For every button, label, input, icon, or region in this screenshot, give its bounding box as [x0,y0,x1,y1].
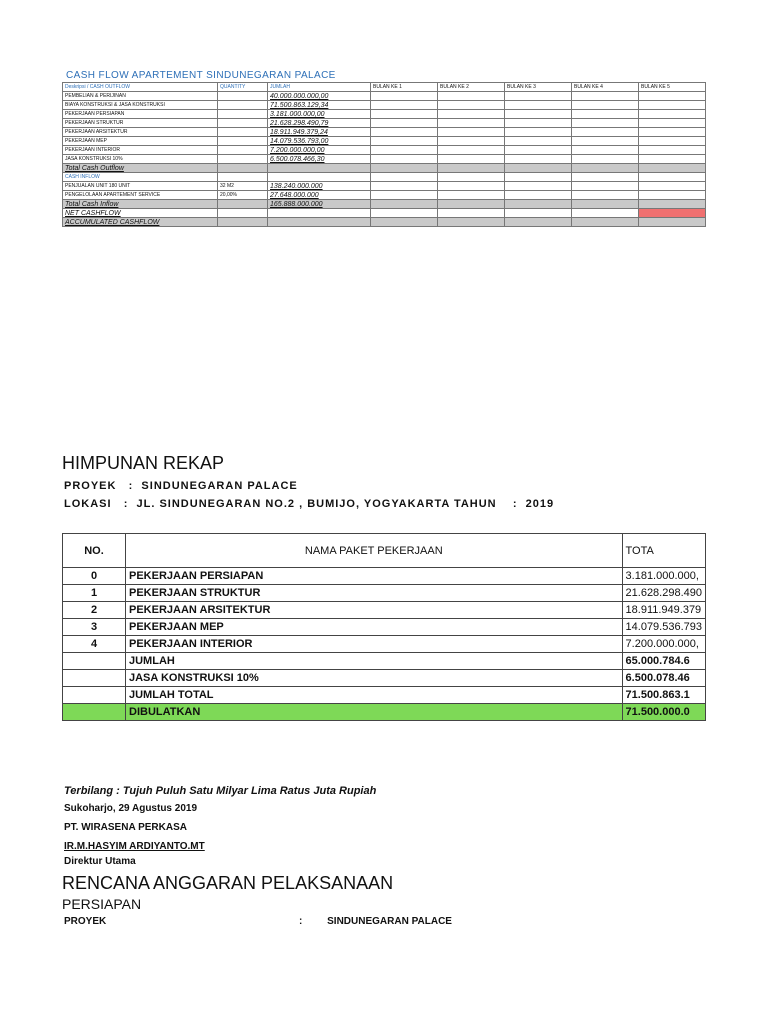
cashoutflow-label: CASH OUTFLOW [89,84,131,90]
rap-subtitle: PERSIAPAN [62,896,142,912]
sum-row-dibulatkan: DIBULATKAN 71.500.000.0 [63,704,706,721]
col-deskripsi: Deskripsi [65,84,86,90]
sum-row: JUMLAH 65.000.784.6 [63,653,706,670]
month-3: BULAN KE 3 [505,83,572,92]
terbilang: Terbilang : Tujuh Puluh Satu Milyar Lima Ratus Juta Rupiah [64,785,377,797]
rekap-lokasi: LOKASI : JL. SINDUNEGARAN NO.2 , BUMIJO, YOGYAKARTA TAHUN : 2019 [64,498,555,510]
inflow-row: PENJUALAN UNIT 180 UNIT 32 M2 138.240.000.000 [63,182,706,191]
rekap-proyek: PROYEK : SINDUNEGARAN PALACE [64,480,298,492]
tempat-tanggal: Sukoharjo, 29 Agustus 2019 [64,803,198,814]
rekap-title: HIMPUNAN REKAP [62,453,225,473]
total-outflow-row: Total Cash Outflow [63,164,706,173]
company: PT. WIRASENA PERKASA [64,822,187,833]
col-total: TOTA [622,534,705,568]
outflow-row: PEMBELIAN & PERIJINAN 40.000.000.000,00 [63,92,706,101]
col-quantity: QUANTITY [218,83,268,92]
signatory-title: Direktur Utama [64,856,136,867]
month-5: BULAN KE 5 [639,83,706,92]
col-no: NO. [63,534,126,568]
rekap-row: 2 PEKERJAAN ARSITEKTUR 18.911.949.379 [63,602,706,619]
signatory-name: IR.M.HASYIM ARDIYANTO.MT [64,841,205,852]
outflow-row: JASA KONSTRUKSI 10% 6.500.078.466,30 [63,155,706,164]
month-1: BULAN KE 1 [371,83,438,92]
total-inflow-row: Total Cash Inflow 165.888.000.000 [63,200,706,209]
outflow-row: PEKERJAAN PERSIAPAN 3.181.000.000,00 [63,110,706,119]
month-4: BULAN KE 4 [572,83,639,92]
outflow-row: PEKERJAAN INTERIOR 7.200.000.000,00 [63,146,706,155]
inflow-row: PENGELOLAAN APARTEMENT SERVICE 20,00% 27.648.000.000 [63,191,706,200]
cashinflow-label: CASH INFLOW [63,173,218,182]
rekap-row: 0 PEKERJAAN PERSIAPAN 3.181.000.000, [63,568,706,585]
month-2: BULAN KE 2 [438,83,505,92]
rekap-table [62,533,706,721]
sum-row: JUMLAH TOTAL 71.500.863.1 [63,687,706,704]
rap-title: RENCANA ANGGARAN PELAKSANAAN [62,873,394,893]
rekap-row: 1 PEKERJAAN STRUKTUR 21.628.298.490 [63,585,706,602]
outflow-row: PEKERJAAN MEP 14.079.536.793,00 [63,137,706,146]
col-nama-paket: NAMA PAKET PEKERJAAN [126,534,623,568]
accumulated-cashflow-row: ACCUMULATED CASHFLOW [63,218,706,227]
cashflow-title: CASH FLOW APARTEMENT SINDUNEGARAN PALACE [66,70,336,81]
sum-row: JASA KONSTRUKSI 10% 6.500.078.46 [63,670,706,687]
outflow-row: PEKERJAAN ARSITEKTUR 18.911.949.379,24 [63,128,706,137]
col-jumlah: JUMLAH [268,83,371,92]
cashflow-table: Deskripsi / CASH OUTFLOW QUANTITY JUMLAH BULAN KE 1 BULAN KE 2 BULAN KE 3 BULAN KE 4 BULAN KE 5 PEMBELIAN & PERIJINAN 40.000.000.000,00 BIAYA KONSTRUKSI & JASA KONSTRUKSI 71.500.863.129,34 PEKERJAAN PERSIAPAN 3.181.000.000,00 PEKERJAAN STRUKTUR 21.628.298.490,79 PEKERJAAN ARSITEKTUR 18.911.949.379,24 PEKERJAAN MEP 14.079.536.793,00 PEKERJAAN INTERIOR 7.200.000.000,00 JASA KONSTRUKSI 10% 6.500.078.466,30 Total Cash Outflow CASH INFLOW PENJUALAN UNIT 180 UNIT 32 M2 138.240.000.000 PENGELOLAAN APARTEMENT SERVICE 20,00% 27.648.000.000 Total Cash Inflow 165.888.000.000 NET CASHFLOW ACCUMULATED CASHFLOW [62,82,706,227]
cashflow-sheet [62,82,706,227]
rap-proyek: PROYEK : SINDUNEGARAN PALACE [64,916,452,927]
rekap-row: 4 PEKERJAAN INTERIOR 7.200.000.000, [63,636,706,653]
net-cashflow-row: NET CASHFLOW [63,209,706,218]
outflow-row: PEKERJAAN STRUKTUR 21.628.298.490,79 [63,119,706,128]
rekap-row: 3 PEKERJAAN MEP 14.079.536.793 [63,619,706,636]
outflow-row: BIAYA KONSTRUKSI & JASA KONSTRUKSI 71.500.863.129,34 [63,101,706,110]
